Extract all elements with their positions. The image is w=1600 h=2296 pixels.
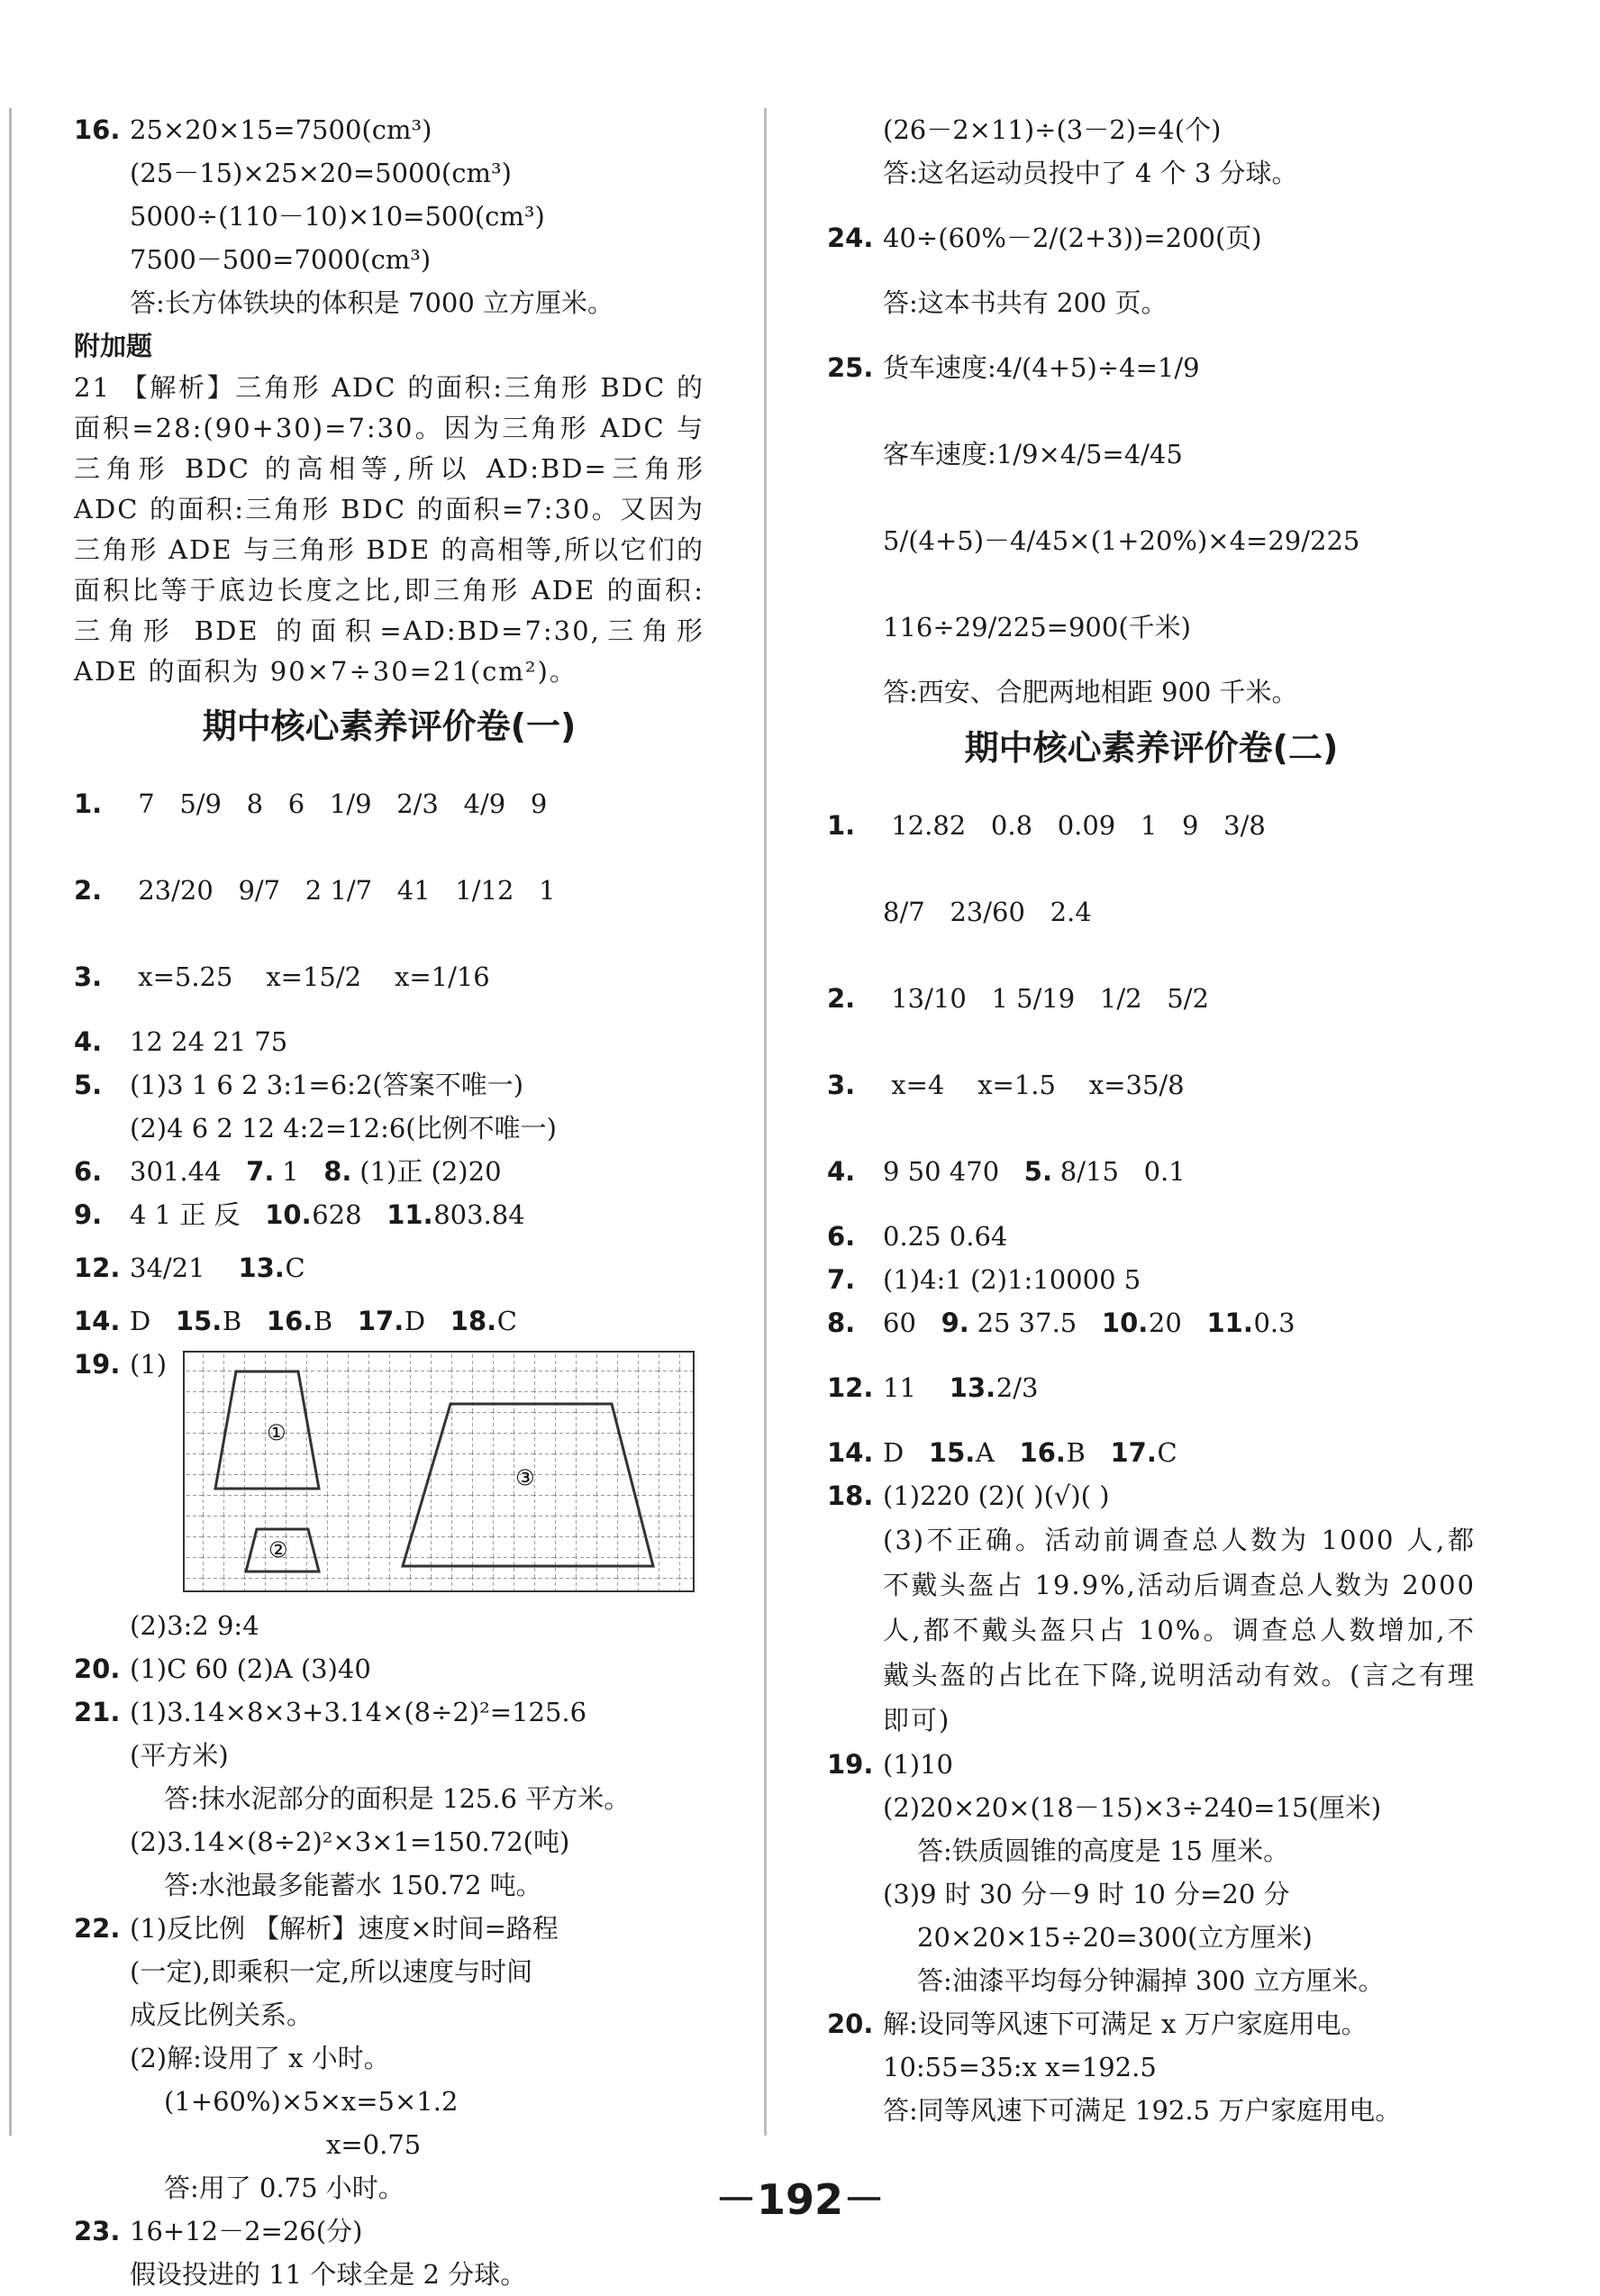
page-edge-line — [9, 108, 12, 2136]
answer-20: 20. (1)C 60 (2)A (3)40 — [74, 1654, 371, 1684]
answer-3: 3. x=5.25 x=15/2 x=1/16 — [74, 961, 490, 992]
exam-title-2: 期中核心素养评价卷(二) — [964, 728, 1339, 768]
answer-2: 2. 23/20 9/7 2 1/7 41 1/12 1 — [74, 875, 556, 906]
answer-b19: 19. (1)10 — [827, 1749, 953, 1780]
answer-12-13: 12. 34/21 13.C — [74, 1253, 305, 1283]
page-number: －192－ — [714, 2175, 886, 2224]
answer-b4-5: 4. 9 50 470 5. 8/15 0.1 — [827, 1156, 1186, 1187]
answer-24: 24. 40÷(60%－2/(2+3))=200(页) — [827, 223, 1262, 253]
answer-1: 1. 7 5/9 8 6 1/9 2/3 4/9 9 — [74, 788, 548, 819]
left-column: 16. 25×20×15=7500(cm³) (25－15)×25×20=5000(cm³) 5000÷(110－10)×10=500(cm³) 7500－500=7000(cm³) 答:长方体铁块的体积是 7000 立方厘米。 附加题 21 【解析】三角形 ADC 的面积:三角形 BDC 的面积=28:(90+30)=7:30。因为三角形 ADC 与三角形 BDC 的高相等,所以 AD:BD=三角形 ADC 的面积:三角形 BDC 的面积=7:30。又因为三角形 ADE 与三角形 BDE 的高相等,所以它们的面积比等于底边长度之比,即三角形 ADE 的面积:三角形 BDE 的面积=AD:BD=7:30,三角形 ADE 的面积为 90×7÷30=21(cm²)。 期中核心素养评价卷(一) 1. 7 5/9 8 6 1/9 2/3 4/9 9 2. 23/20 9/7 2 1/7 41 1/12 1 3. x=5.25 x=15/2 x=1/16 4. 12 24 21 75 5. (1)3 1 6 2 3:1=6:2(答案不唯一) (2)4 6 2 12 4:2=12:6(比例不唯一) 6. 301.44 7. 1 8. (1)正 (2)20 9. 4 1 正 反 10.628 11.803.84 12. 34/21 13.C 14. D 15.B 16.B 17.D 18.C 19. (1) ① ② ③ (2)3:2 9:4 20. (1)C 60 (2)A (3)40 21. (1)3.14×8×3+3.14×(8÷2)²=125.6 (平方米) 答:抹水泥部分的面积是 125.6 平方米。 (2)3.14×(8÷2)²×3×1=150.72(吨) 答:水池最多能蓄水 150.72 吨。 22. (1)反比例 【解析】速度×时间=路程 (一定),即乘积一定,所以速度与时间 成反比例关系。 (2)解:设用了 x 小时。 (1+60%)×5×x=5×1.2 x=0.75 答:用了 0.75 小时。 23. 16+12－2=26(分) 假设投进的 11 个球全是 2 分球。 — [74, 108, 705, 2296]
trapezoid-grid-figure — [182, 1350, 695, 1606]
answer-23: 23. 16+12－2=26(分) — [74, 2216, 363, 2246]
answer-22: 22. (1)反比例 【解析】速度×时间=路程 — [74, 1913, 559, 1944]
right-column: (26－2×11)÷(3－2)=4(个) 答:这名运动员投中了 4 个 3 分球。 24. 40÷(60%－2/(2+3))=200(页) 答:这本书共有 200 页。 25. 货车速度:4/(4+5)÷4=1/9 客车速度:1/9×4/5=4/45 5/(4+5)－4/45×(1+20%)×4=29/225 116÷29/225=900(千米) 答:西安、合肥两地相距 900 千米。 期中核心素养评价卷(二) 1. 12.82 0.8 0.09 1 9 3/8 8/7 23/60 2.4 2. 13/10 1 5/19 1/2 5/2 3. x=4 x=1.5 x=35/8 4. 9 50 470 5. 8/15 0.1 6. 0.25 0.64 7. (1)4:1 (2)1:10000 5 8. 60 9. 25 37.5 10.20 11.0.3 12. 11 13.2/3 14. D 15.A 16.B 17.C 18. (1)220 (2)( )(√)( ) (3)不正确。活动前调查总人数为 1000 人,都不戴头盔占 19.9%,活动后调查总人数为 2000 人,都不戴头盔只占 10%。调查总人数增加,不戴头盔的占比在下降,说明活动有效。(言之有理即可) 19. (1)10 (2)20×20×(18－15)×3÷240=15(厘米) 答:铁质圆锥的高度是 15 厘米。 (3)9 时 30 分－9 时 10 分=20 分 20×20×15÷20=300(立方厘米) 答:油漆平均每分钟漏掉 300 立方厘米。 20. 解:设同等风速下可满足 x 万户家庭用电。 10:55=35:x x=192.5 答:同等风速下可满足 192.5 万户家庭用电。 — [827, 114, 1476, 2126]
answer-b14-17: 14. D 15.A 16.B 17.C — [827, 1437, 1177, 1468]
exam-title-1: 期中核心素养评价卷(一) — [202, 706, 577, 746]
answer-b7: 7. (1)4:1 (2)1:10000 5 — [827, 1264, 1141, 1295]
answer-b2: 2. 13/10 1 5/19 1/2 5/2 — [827, 983, 1209, 1014]
answer-4: 4. 12 24 21 75 — [74, 1026, 288, 1057]
shape-3-label: ③ — [515, 1465, 535, 1490]
answer-b3: 3. x=4 x=1.5 x=35/8 — [827, 1070, 1185, 1100]
answer-9-11: 9. 4 1 正 反 10.628 11.803.84 — [74, 1199, 525, 1230]
answer-b20: 20. 解:设同等风速下可满足 x 万户家庭用电。 — [827, 2009, 1368, 2039]
answer-5: 5. (1)3 1 6 2 3:1=6:2(答案不唯一) — [74, 1070, 524, 1100]
answer-16: 16. 25×20×15=7500(cm³) — [74, 114, 432, 145]
answer-21-analysis: 21 【解析】三角形 ADC 的面积:三角形 BDC 的面积=28:(90+30)=7:30。因为三角形 ADC 与三角形 BDC 的高相等,所以 AD:BD=三角形 ADC 的面积:三角形 BDC 的面积=7:30。又因为三角形 ADE 与三角形 BDE 的高相等,所以它们的面积比等于底边长度之比,即三角形 ADE 的面积:三角形 BDE 的面积=AD:BD=7:30,三角形 ADE 的面积为 90×7÷30=21(cm²)。 — [74, 372, 705, 687]
answer-b18: 18. (1)220 (2)( )(√)( ) — [827, 1481, 1110, 1511]
shape-2-label: ② — [268, 1537, 288, 1563]
answer-b8-11: 8. 60 9. 25 37.5 10.20 11.0.3 — [827, 1307, 1295, 1338]
answer-25: 25. 货车速度:4/(4+5)÷4=1/9 — [827, 352, 1200, 383]
shape-1-label: ① — [267, 1420, 286, 1445]
answer-b6: 6. 0.25 0.64 — [827, 1221, 1008, 1252]
bonus-heading: 附加题 — [74, 331, 153, 361]
answer-6-8: 6. 301.44 7. 1 8. (1)正 (2)20 — [74, 1156, 502, 1187]
answer-19: 19. (1) ① ② ③ — [74, 1343, 705, 1604]
column-divider — [764, 108, 767, 2136]
answer-b12-13: 12. 11 13.2/3 — [827, 1372, 1039, 1403]
answer-14-18: 14. D 15.B 16.B 17.D 18.C — [74, 1306, 517, 1336]
answer-21: 21. (1)3.14×8×3+3.14×(8÷2)²=125.6 — [74, 1697, 587, 1727]
answer-b1: 1. 12.82 0.8 0.09 1 9 3/8 — [827, 810, 1266, 841]
